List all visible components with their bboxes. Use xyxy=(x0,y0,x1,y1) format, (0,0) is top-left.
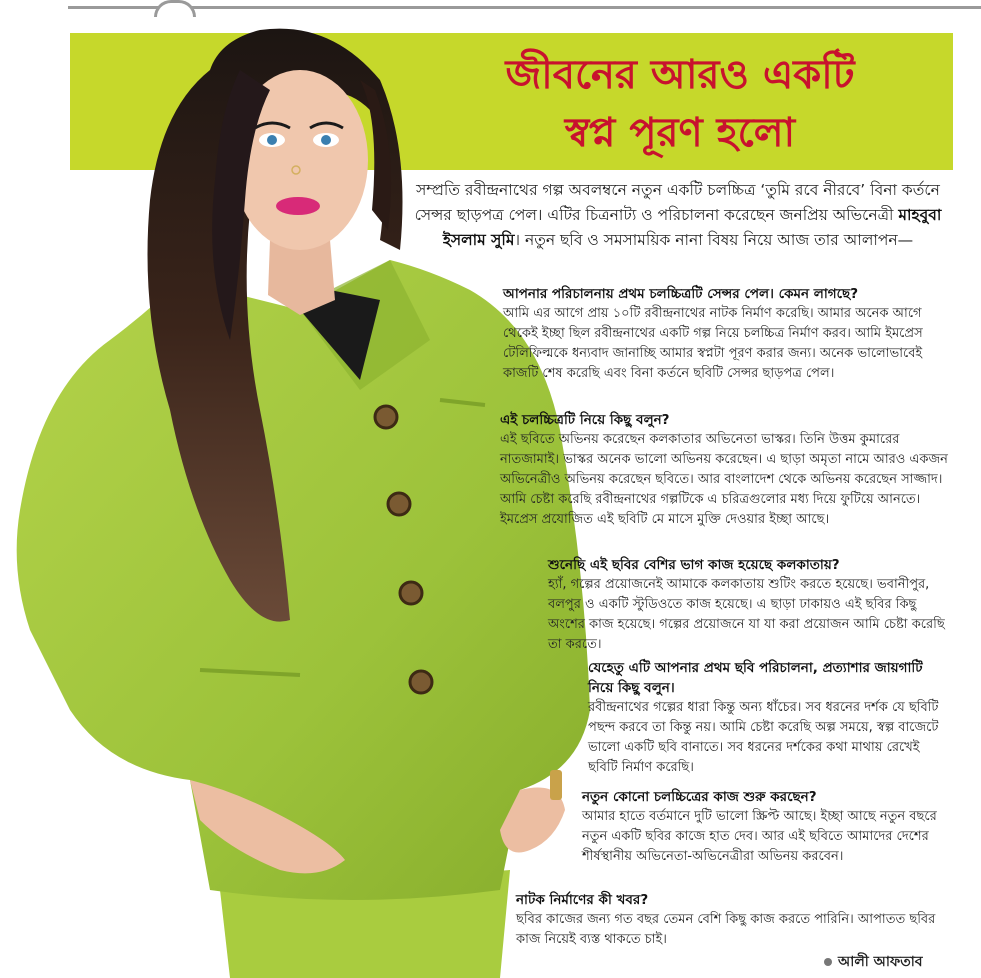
answer: ছবির কাজের জন্য গত বছর তেমন বেশি কিছু কাজ করতে পারিনি। আপাতত ছবির কাজ নিয়েই ব্যস্ত থাকতে চাই। xyxy=(516,912,936,947)
button-1 xyxy=(375,406,397,428)
qa-block-4 xyxy=(588,658,952,778)
qa-block-3 xyxy=(548,555,952,655)
question: নাটক নির্মাণের কী খবর? xyxy=(516,892,649,908)
question: যেহেতু এটি আপনার প্রথম ছবি পরিচালনা, প্রত্যাশার জায়গাটি নিয়ে কিছু বলুন। xyxy=(588,660,923,696)
button-2 xyxy=(388,493,410,515)
qa-block-1 xyxy=(503,284,953,384)
neck xyxy=(268,240,335,315)
intro-name: মাহবুবা ইসলাম সুমি xyxy=(442,206,942,249)
bullet-icon xyxy=(824,958,832,966)
answer: এই ছবিতে অভিনয় করেছেন কলকাতার অভিনেতা ভাস্কর। তিনি উত্তম কুমারের নাতজামাই। ভাস্কর অনেক ভালো অভিনয় করেছেন। এ ছাড়া অমৃতা নামে আরও একজন অভিনেত্রীও অভিনয় করেছেন ছবিতে। আর বাংলাদেশ থেকে অভিনয় করেছেন সাজ্জাদ। আমি চেষ্টা করেছি রবীন্দ্রনাথের গল্পটিকে এ চরিত্রগুলোর মধ্য দিয়ে ফুটিয়ে আনতে। ইমপ্রেস প্রযোজিত এই ছবিটি মে মাসে মুক্তি দেওয়ার ইচ্ছা আছে। xyxy=(500,432,948,527)
answer: হ্যাঁ, গল্পের প্রয়োজনেই আমাকে কলকাতায় শুটিং করতে হয়েছে। ভবানীপুর, বলপুর ও একটি স্টুডিওতে কাজ হয়েছে। এ ছাড়া ঢাকায়ও এই ছবির কিছু অংশের কাজ হয়েছে। গল্পের প্রয়োজনে যা যা করা প্রয়োজন আমি চেষ্টা করেছি তা করতে। xyxy=(548,577,945,652)
question: আপনার পরিচালনায় প্রথম চলচ্চিত্রটি সেন্সর পেল। কেমন লাগছে? xyxy=(503,286,859,302)
answer: আমার হাতে বর্তমানে দুটি ভালো স্ক্রিপ্ট আছে। ইচ্ছা আছে নতুন বছরে নতুন একটি ছবির কাজে হাত দেব। আর এই ছবিতে আমাদের দেশের শীর্ষস্থানীয় অভিনেতা-অভিনেত্রীরা অভিনয় করবেন। xyxy=(582,809,937,864)
answer: রবীন্দ্রনাথের গল্পের ধারা কিন্তু অন্য ধাঁচের। সব ধরনের দর্শক যে ছবিটি পছন্দ করবে তা কিন্তু নয়। আমি চেষ্টা করেছি অল্প সময়ে, স্বল্প বাজেটে ভালো একটি ছবি বানাতে। সব ধরনের দর্শকের কথা মাথায় রেখেই ছবিটি নির্মাণ করেছি। xyxy=(588,700,939,775)
answer: আমি এর আগে প্রায় ১০টি রবীন্দ্রনাথের নাটক নির্মাণ করেছি। আমার অনেক আগে থেকেই ইচ্ছা ছিল রবীন্দ্রনাথের একটি গল্প নিয়ে চলচ্চিত্র নির্মাণ করব। আমি ইমপ্রেস টেলিফিল্মকে ধন্যবাদ জানাচ্ছি আমার স্বপ্নটা পূরণ করার জন্য। অনেক ভালোভাবেই কাজটি শেষ করেছি এবং বিনা কর্তনে ছবিটি সেন্সর ছাড়পত্র পেল। xyxy=(503,306,923,381)
headline-line-1: জীবনের আরও একটি xyxy=(505,51,855,98)
question: শুনেছি এই ছবির বেশির ভাগ কাজ হয়েছে কলকাতায়? xyxy=(548,557,840,573)
question: এই চলচ্চিত্রটি নিয়ে কিছু বলুন? xyxy=(500,412,670,428)
qa-block-2 xyxy=(500,410,952,530)
button-3 xyxy=(400,582,422,604)
byline xyxy=(824,950,923,974)
headline-line-2: স্বপ্ন পূরণ হলো xyxy=(564,109,796,156)
byline-author: আলী আফতাব xyxy=(838,954,923,970)
qa-block-6 xyxy=(516,890,952,950)
intro-text-before: সম্প্রতি রবীন্দ্রনাথের গল্প অবলম্বনে নতুন একটি চলচ্চিত্র ‘তুমি রবে নীরবে’ বিনা কর্তনে সেন্সর ছাড়পত্র পেল। এটির চিত্রনাট্য ও পরিচালনা করেছেন জনপ্রিয় অভিনেত্রী xyxy=(414,181,940,224)
intro-paragraph xyxy=(404,178,952,253)
lips xyxy=(276,197,320,215)
qa-block-5 xyxy=(582,787,952,867)
headline xyxy=(420,46,940,162)
button-4 xyxy=(410,671,432,693)
top-rule xyxy=(68,6,981,9)
intro-text-after: । নতুন ছবি ও সমসাময়িক নানা বিষয় নিয়ে আজ তার আলাপন— xyxy=(514,231,914,249)
question: নতুন কোনো চলচ্চিত্রের কাজ শুরু করছেন? xyxy=(582,789,817,805)
